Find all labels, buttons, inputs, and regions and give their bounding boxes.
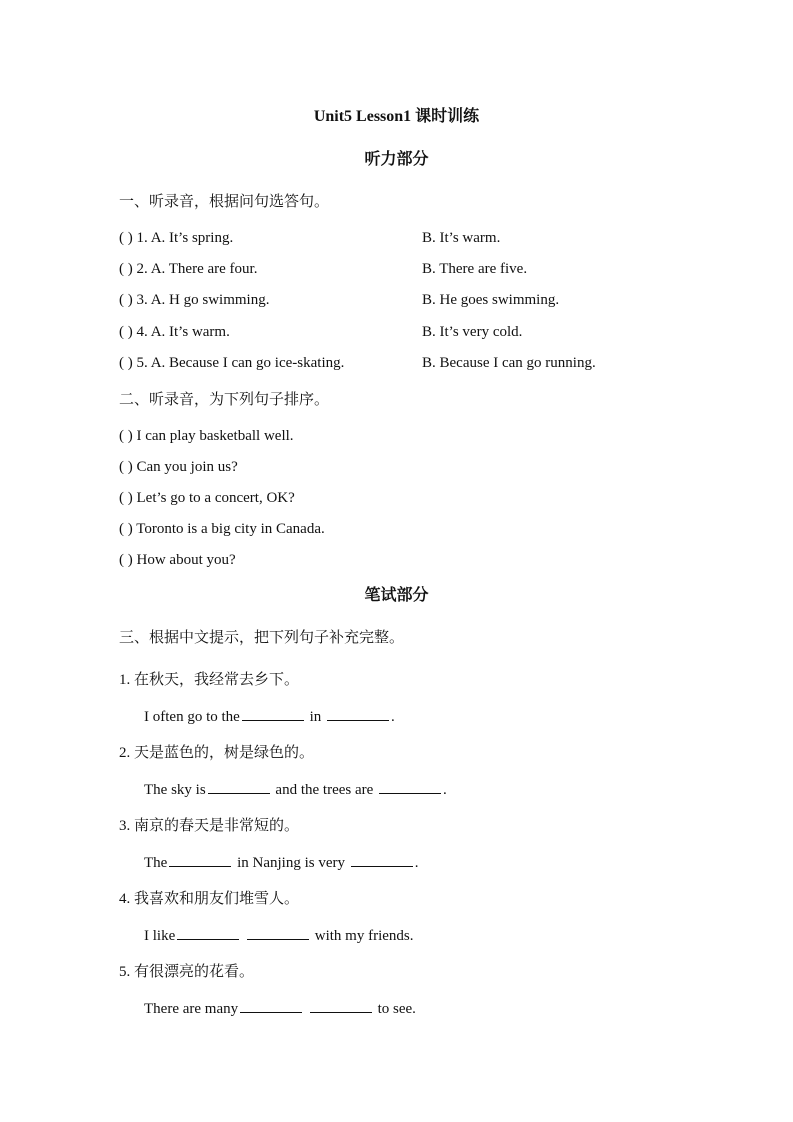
section3-sentence-3 [144,852,418,873]
question-number: 5. [136,355,151,371]
section3-prompt-5 [119,961,254,982]
sentence-text: to see. [373,1001,416,1017]
sentence-text: . [390,709,395,725]
sentence-text: There are many [144,1001,239,1017]
sentence-text: and the trees are [271,782,378,798]
listening-heading: 听力部分 [364,149,429,168]
option-a: A. There are four. [150,261,258,277]
chinese-hint: 南京的春天是非常短的。 [134,816,300,834]
option-a: A. Because I can go ice-skating. [150,355,345,371]
section1-question-4 [119,322,230,342]
option-a: A. H go swimming. [150,292,270,308]
section3-sentence-5 [144,998,416,1019]
section1-question-1 [119,228,233,248]
fill-blank[interactable] [247,925,309,940]
sentence-text: I like [144,928,176,944]
sentence-text: Let’s go to a concert, OK? [136,490,295,506]
section3-prompt-4 [119,888,299,909]
fill-blank[interactable] [351,852,413,867]
option-b: B. It’s very cold. [422,324,523,340]
section1-question-5 [119,353,344,373]
page-title: Unit5 Lesson1 课时训练 [313,108,480,125]
option-a: A. It’s warm. [150,324,230,340]
chinese-hint: 在秋天，我经常去乡下。 [134,670,300,688]
fill-blank[interactable] [379,779,441,794]
fill-blank[interactable] [169,852,231,867]
question-number: 5. [119,964,134,980]
section2-sentence-2 [119,457,238,477]
section3-prompt-3 [119,815,299,836]
writing-heading: 笔试部分 [364,585,429,604]
question-number: 4. [136,324,151,340]
question-number: 3. [119,818,134,834]
sentence-text: in [305,709,325,725]
question-number: 4. [119,891,134,907]
fill-blank[interactable] [327,706,389,721]
section1-question-3 [119,290,269,310]
fill-blank[interactable] [242,706,304,721]
option-b: B. He goes swimming. [422,292,560,308]
section2-instruction: 二、听录音，为下列句子排序。 [119,390,330,408]
fill-blank[interactable] [208,779,270,794]
answer-bracket[interactable]: ( ) [119,490,137,506]
sentence-text: I often go to the [144,709,240,725]
answer-bracket[interactable]: ( ) [119,459,137,475]
section3-sentence-2 [144,779,447,800]
answer-bracket[interactable]: ( ) [119,521,137,537]
sentence-text: The sky is [144,782,206,798]
sentence-text: Toronto is a big city in Canada. [136,521,325,537]
answer-bracket[interactable]: ( ) [119,230,137,246]
section3-sentence-1 [144,706,395,727]
option-b: B. It’s warm. [422,230,501,246]
section1-instruction: 一、听录音，根据问句选答句。 [119,192,330,210]
question-number: 1. [119,672,134,688]
answer-bracket[interactable]: ( ) [119,355,137,371]
question-number: 2. [119,745,134,761]
question-number: 1. [136,230,151,246]
section2-sentence-1 [119,426,294,446]
question-number: 3. [136,292,151,308]
sentence-text: . [443,782,447,798]
chinese-hint: 有很漂亮的花看。 [134,962,255,980]
option-b: B. There are five. [422,261,528,277]
answer-bracket[interactable]: ( ) [119,324,137,340]
sentence-text: with my friends. [311,928,414,944]
answer-bracket[interactable]: ( ) [119,261,137,277]
chinese-hint: 我喜欢和朋友们堆雪人。 [134,889,300,907]
section1-question-2 [119,259,257,279]
section3-instruction: 三、根据中文提示，把下列句子补充完整。 [119,628,405,646]
section3-sentence-4 [144,925,414,946]
fill-blank[interactable] [310,998,372,1013]
sentence-text: How about you? [136,552,236,568]
sentence-text: I can play basketball well. [136,428,294,444]
sentence-text: The [144,855,168,871]
section2-sentence-3 [119,488,295,508]
question-number: 2. [136,261,151,277]
option-a: A. It’s spring. [150,230,234,246]
sentence-text: Can you join us? [136,459,238,475]
section2-sentence-4 [119,519,325,539]
sentence-text: in Nanjing is very [233,855,349,871]
answer-bracket[interactable]: ( ) [119,428,137,444]
section3-prompt-2 [119,742,314,763]
option-b: B. Because I can go running. [422,355,596,371]
section2-sentence-5 [119,550,236,570]
answer-bracket[interactable]: ( ) [119,292,137,308]
sentence-text: . [414,855,419,871]
fill-blank[interactable] [177,925,239,940]
section3-prompt-1 [119,669,299,690]
chinese-hint: 天是蓝色的，树是绿色的。 [134,743,315,761]
answer-bracket[interactable]: ( ) [119,552,137,568]
fill-blank[interactable] [240,998,302,1013]
